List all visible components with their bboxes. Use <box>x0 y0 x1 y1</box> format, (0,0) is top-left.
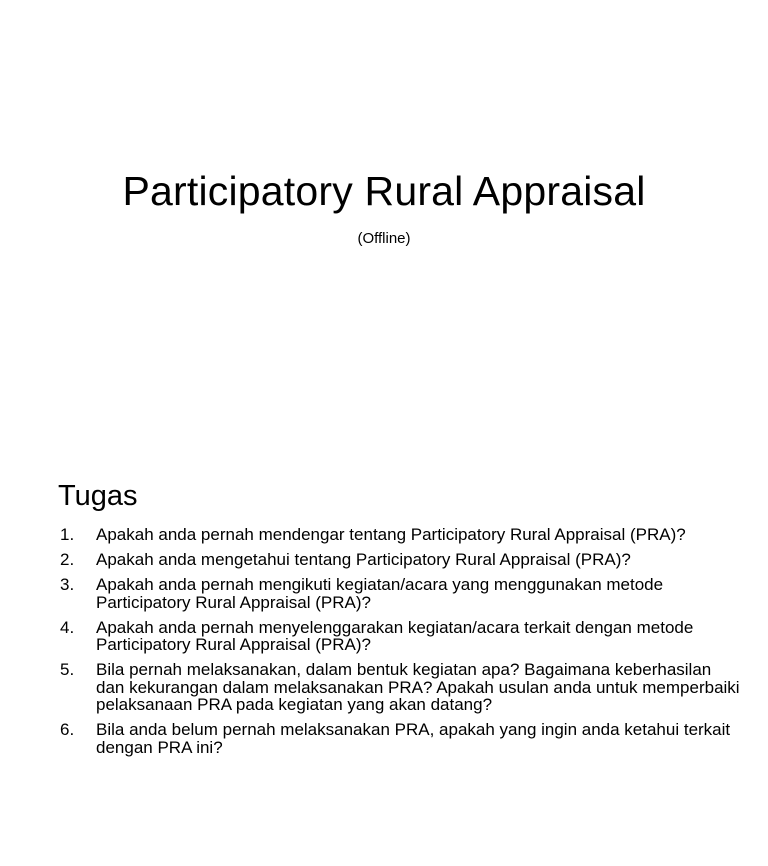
slide-title: Participatory Rural Appraisal <box>122 168 646 214</box>
list-item-number: 6. <box>60 720 75 739</box>
list-item-text: Bila pernah melaksanakan, dalam bentuk kegiatan apa? Bagaimana keberhasilan dan kekurangan dalam melaksanakan PRA? Apakah usulan anda untuk memperbaiki pelaksanaan PRA pada kegiatan yang akan datang? <box>96 660 740 714</box>
list-item-number: 4. <box>60 617 75 637</box>
list-item-text: Apakah anda pernah mengikuti kegiatan/acara yang menggunakan metode Participatory Rural Appraisal (PRA)? <box>96 575 664 612</box>
section-heading: Tugas <box>58 480 138 512</box>
list-item <box>60 619 740 654</box>
list-item-number: 3. <box>60 575 75 594</box>
list-item <box>60 661 740 714</box>
list-item-text: Bila anda belum pernah melaksanakan PRA, apakah yang ingin anda ketahui terkait dengan PRA ini? <box>96 720 731 757</box>
list-item <box>60 721 740 756</box>
list-item-text: Apakah anda pernah menyelenggarakan kegiatan/acara terkait dengan metode Participatory Rural Appraisal (PRA)? <box>96 617 694 654</box>
list-item-number: 5. <box>60 660 75 679</box>
list-item-number: 1. <box>60 525 75 544</box>
task-list <box>60 526 740 764</box>
list-item <box>60 576 740 611</box>
list-item <box>60 526 740 544</box>
list-item-text: Apakah anda mengetahui tentang Participatory Rural Appraisal (PRA)? <box>96 550 631 569</box>
slide-subtitle: (Offline) <box>357 230 411 247</box>
list-item-text: Apakah anda pernah mendengar tentang Participatory Rural Appraisal (PRA)? <box>96 525 686 544</box>
list-item-number: 2. <box>60 550 75 569</box>
list-item <box>60 551 740 569</box>
